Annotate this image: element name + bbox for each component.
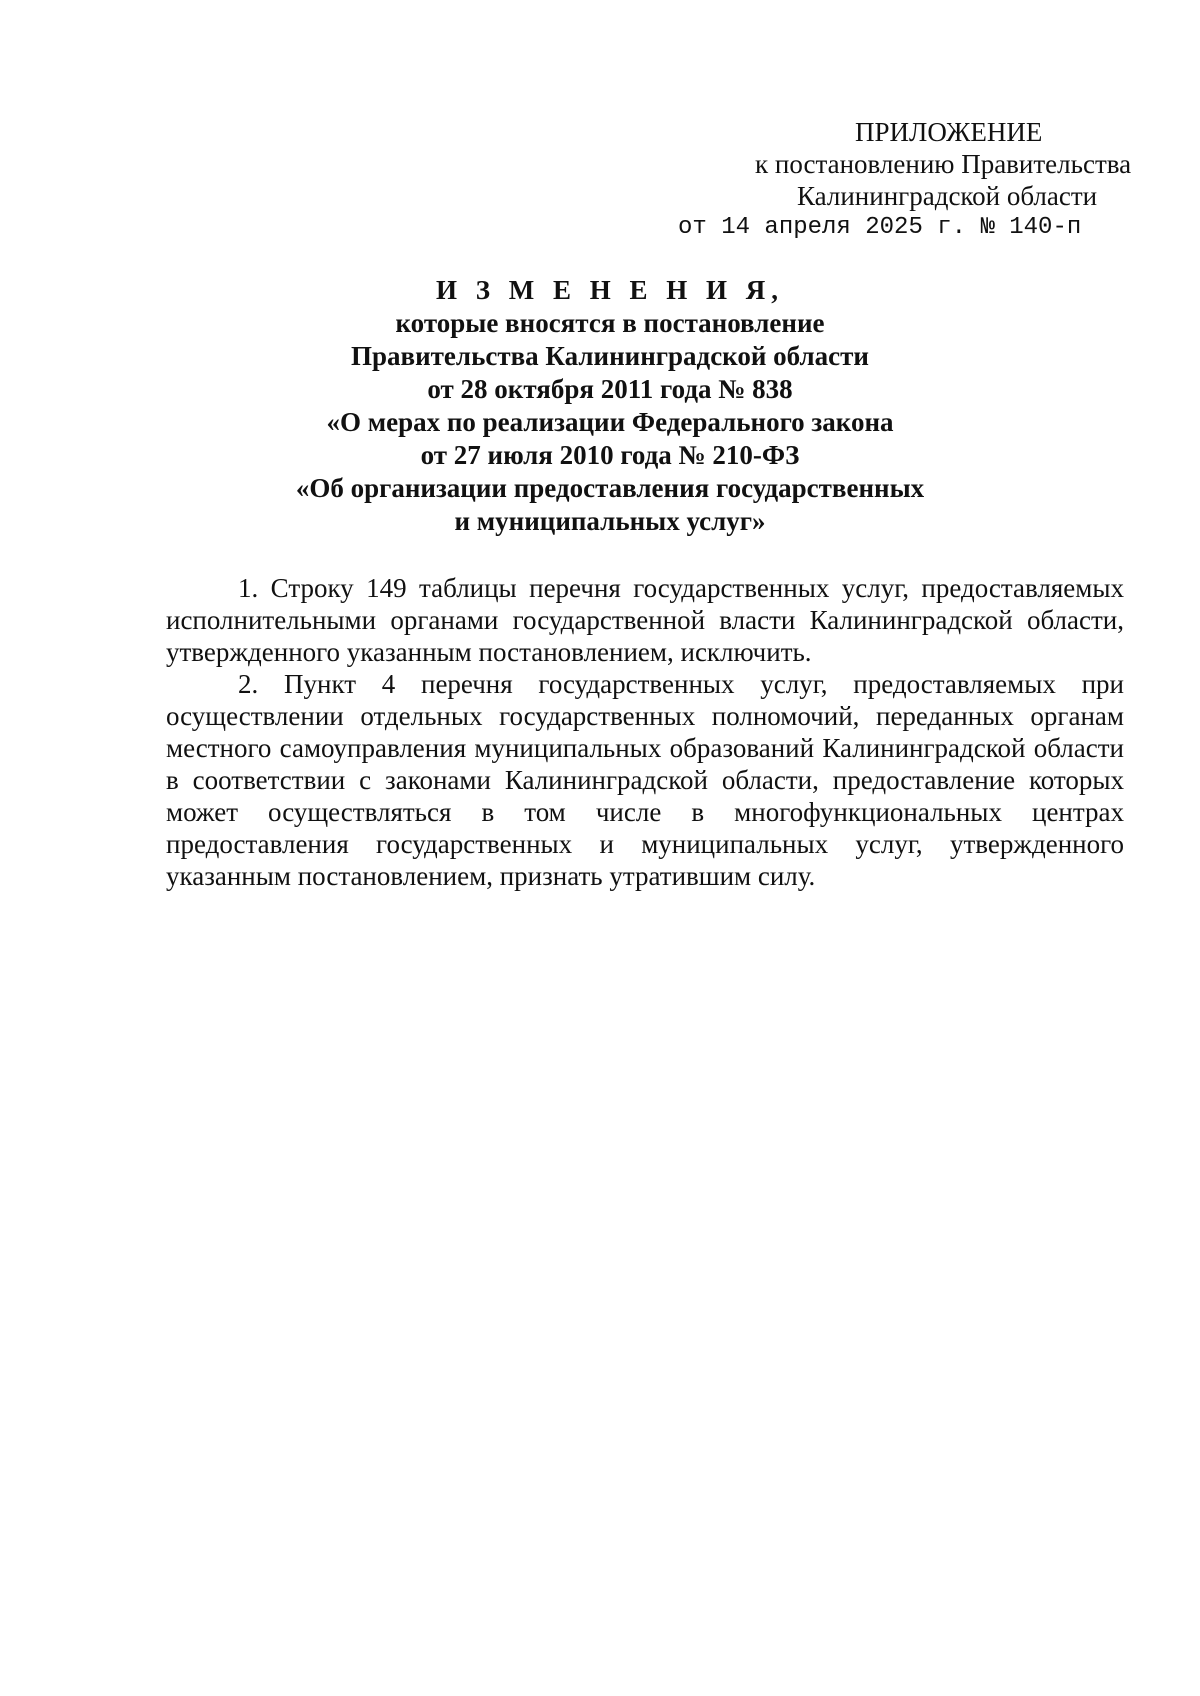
heading-line: «О мерах по реализации Федерального закона	[326, 407, 894, 437]
heading-line: которые вносятся в постановление	[395, 308, 825, 338]
paragraph-1: 1. Строку 149 таблицы перечня государственных услуг, предоставляемых исполнительными органами государственной власти Калининградской области, утвержденного указанным постановлением, исключить.	[166, 573, 1124, 667]
appendix-region: Калининградской области	[797, 181, 1098, 211]
document-body	[166, 572, 1124, 892]
appendix-title: ПРИЛОЖЕНИЕ	[855, 117, 1043, 147]
appendix-resolution-ref: к постановлению Правительства	[755, 149, 1132, 179]
heading-line: и муниципальных услуг»	[454, 506, 766, 536]
heading-line: от 27 июля 2010 года № 210-ФЗ	[420, 440, 800, 470]
paragraph-2: 2. Пункт 4 перечня государственных услуг, предоставляемых при осуществлении отдельных государственных полномочий, переданных органам местного самоуправления муниципальных образований Калининградской области в соответствии с законами Калининградской области, предоставление которых может осуществляться в том числе в многофункциональных центрах предоставления государственных и муниципальных услуг, утвержденного указанным постановлением, признать утратившим силу.	[166, 669, 1124, 891]
appendix-block	[600, 116, 1132, 244]
heading-line: Правительства Калининградской области	[351, 341, 869, 371]
heading-line: «Об организации предоставления государственных	[295, 473, 925, 503]
appendix-date-number: от 14 апреля 2025 г. № 140-п	[678, 214, 1082, 241]
heading-title: И З М Е Н Е Н И Я,	[435, 275, 784, 305]
document-heading	[160, 274, 1060, 538]
heading-line: от 28 октября 2011 года № 838	[427, 374, 793, 404]
